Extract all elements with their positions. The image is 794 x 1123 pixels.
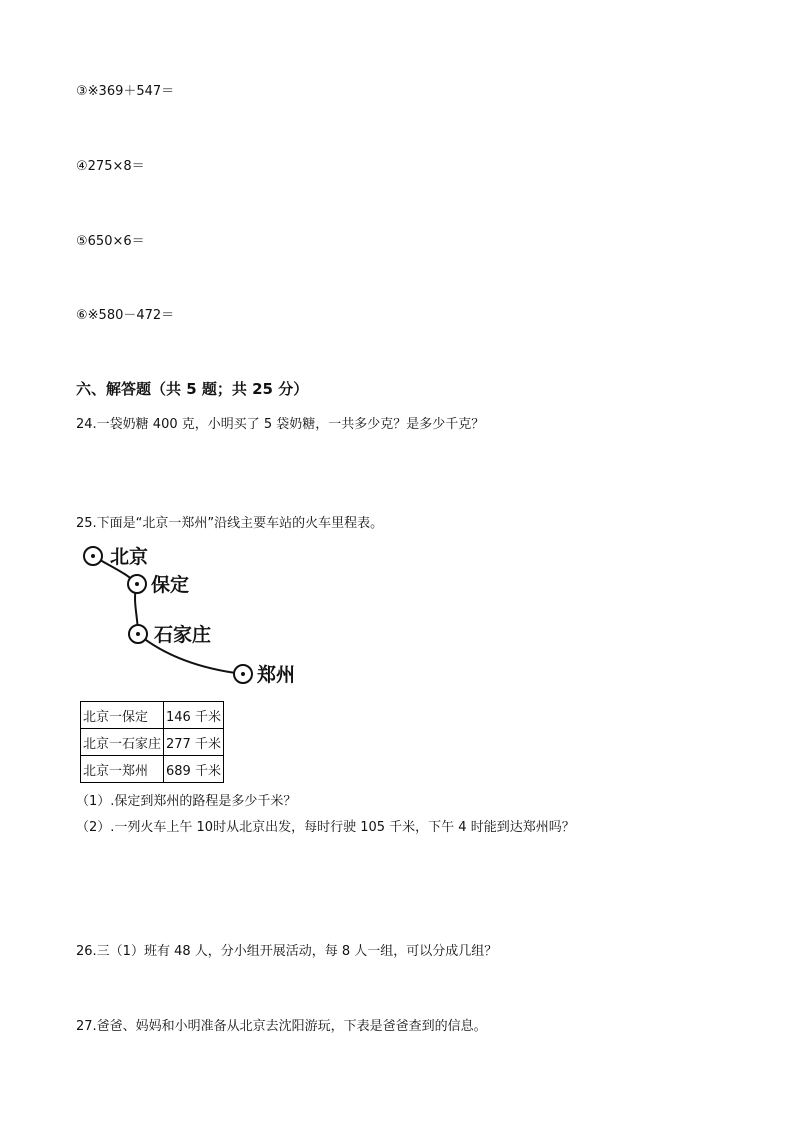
item-text: ※580－472＝ — [87, 308, 175, 323]
mileage-table — [80, 701, 224, 783]
station-label-beijing: 北京 — [110, 546, 149, 568]
question-25-sub-1: （1）.保定到郑州的路程是多少千米？ — [76, 794, 297, 809]
question-27: 27.爸爸、妈妈和小明准备从北京去沈阳游玩，下表是爸爸查到的信息。 — [76, 1019, 487, 1034]
question-24: 24.一袋奶糖 400 克，小明买了 5 袋奶糖，一共多少克？是多少千克？ — [76, 417, 485, 432]
section-title: 六、解答题（共 5 题；共 25 分） — [76, 380, 309, 398]
item-text: ※369＋547＝ — [87, 84, 175, 99]
question-25-sub-2: （2）.一列火车上午 10时从北京出发，每时行驶 105 千米，下午 4 时能到达郑州吗？ — [76, 820, 575, 835]
station-label-shijiazhuang: 石家庄 — [154, 624, 212, 646]
item-marker: ④ — [76, 159, 88, 174]
question-25-intro: 25.下面是“北京一郑州”沿线主要车站的火车里程表。 — [76, 516, 384, 531]
table-row — [81, 729, 224, 756]
distance-cell: 689 千米 — [164, 756, 224, 783]
distance-cell: 146 千米 — [164, 702, 224, 729]
item-marker: ③ — [76, 84, 88, 99]
station-marker-beijing — [84, 547, 102, 565]
item-text: 275×8＝ — [87, 159, 145, 174]
railway-route-map — [80, 540, 320, 690]
route-cell: 北京一郑州 — [81, 756, 164, 783]
item-text: 650×6＝ — [87, 234, 145, 249]
item-marker: ⑤ — [76, 234, 88, 249]
item-marker: ⑥ — [76, 308, 88, 323]
station-label-zhengzhou: 郑州 — [257, 664, 296, 686]
question-26: 26.三（1）班有 48 人，分小组开展活动，每 8 人一组，可以分成几组？ — [76, 944, 498, 959]
table-row — [81, 756, 224, 783]
calc-item-3 — [76, 80, 174, 99]
route-cell: 北京一石家庄 — [81, 729, 164, 756]
calc-item-6 — [76, 304, 174, 323]
distance-cell: 277 千米 — [164, 729, 224, 756]
station-marker-baoding — [128, 575, 146, 593]
station-label-baoding: 保定 — [151, 574, 190, 596]
station-marker-zhengzhou — [234, 665, 252, 683]
calc-item-5 — [76, 230, 145, 249]
station-marker-shijiazhuang — [129, 625, 147, 643]
route-cell: 北京一保定 — [81, 702, 164, 729]
calc-item-4 — [76, 155, 145, 174]
table-row — [81, 702, 224, 729]
